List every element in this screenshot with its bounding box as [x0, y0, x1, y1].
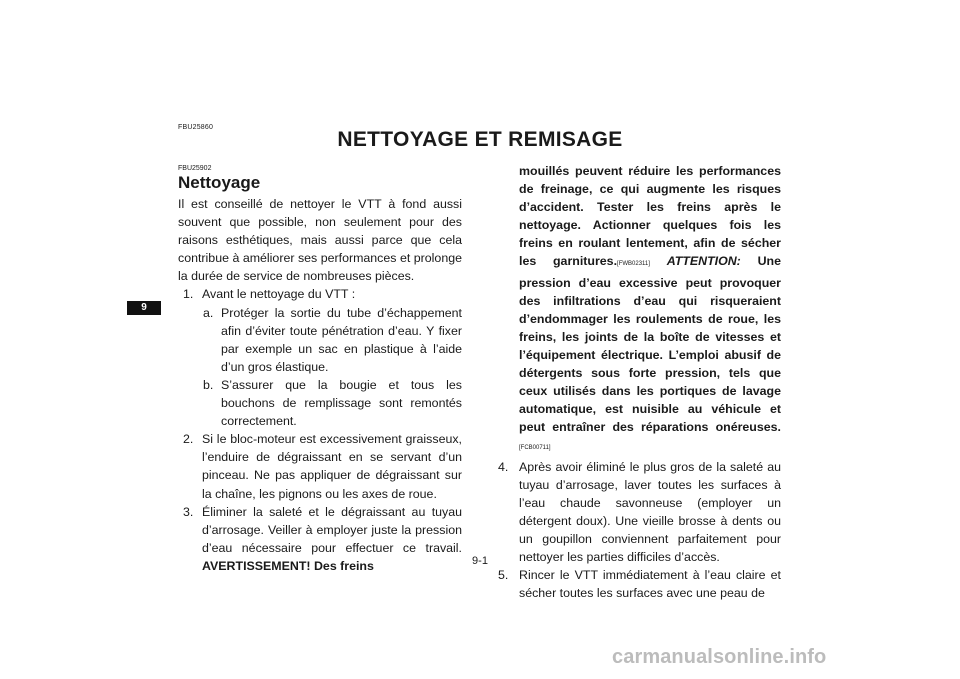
step-letter: a. — [203, 305, 214, 320]
page-title: NETTOYAGE ET REMISAGE — [337, 128, 623, 151]
chapter-tab: 9 — [127, 301, 161, 315]
subsection-code: FBU25902 — [178, 165, 212, 172]
warning-label: AVERTISSEMENT! Des freins — [202, 558, 374, 573]
warning-code: [FWB02311] — [617, 261, 650, 268]
step-text: Protéger la sortie du tube d’échappement afin d’éviter toute pénétration d’eau. Y fixer par exemple un sac en plastique à l’aide d’un gros élastique. — [221, 305, 462, 374]
step-1 — [178, 285, 462, 303]
step-3 — [178, 503, 462, 575]
step-text: Si le bloc-moteur est excessivement graisseux, l’enduire de dégraissant en se servant d’un pinceau. Ne pas appliquer de dégraissant sur la chaîne, les pignons ou les axes de roue. — [202, 432, 462, 501]
warning-block — [498, 162, 781, 458]
attention-code: [FCB00711] — [519, 445, 551, 452]
step-text: Après avoir éliminé le plus gros de la saleté au tuyau d’arrosage, laver toutes les surfaces à l’eau chaude savonneuse (employer un détergent doux). Une vieille brosse à dents ou un goupillon conviennent parfaitement pour nettoyer les parties difficiles d’accès. — [519, 459, 781, 564]
step-number: 1. — [183, 287, 194, 302]
step-number: 3. — [183, 504, 194, 519]
step-2 — [178, 430, 462, 502]
step-number: 4. — [498, 459, 509, 474]
step-text: S’assurer que la bougie et tous les bouchons de remplissage sont remontés correctement. — [221, 377, 462, 429]
section-code: FBU25860 — [178, 124, 214, 131]
step-text: Rincer le VTT immédiatement à l’eau claire et sécher toutes les surfaces avec une peau de — [519, 568, 781, 601]
attention-label: ATTENTION: — [666, 254, 741, 269]
section-heading: Nettoyage — [178, 173, 261, 192]
attention-text: Une pression d’eau excessive peut provoquer des infiltrations d’eau qui risqueraient d’endommager les roulements de roue, les freins, les joints de la boîte de vitesses et l’équipement électrique. L’emploi abusif de détergents sous forte pression, tels que ceux utilisés dans les portiques de lavage automatique, est nuisible au véhicule et peut entraîner des réparations onéreuses. — [519, 254, 781, 435]
warning-text: mouillés peuvent réduire les performances de freinage, ce qui augmente les risques d’accident. Tester les freins après le nettoyage. Actionner quelques fois les freins en roulant lentement, afin de sécher les garnitures. — [519, 164, 781, 269]
step-4 — [498, 458, 781, 567]
right-column — [498, 162, 781, 602]
step-letter: b. — [203, 377, 214, 392]
step-number: 5. — [498, 568, 509, 583]
step-text: Avant le nettoyage du VTT : — [202, 287, 356, 302]
step-1a — [178, 304, 462, 376]
step-1b — [178, 376, 462, 430]
step-5 — [498, 566, 781, 602]
step-text: Éliminer la saleté et le dégraissant au tuyau d’arrosage. Veiller à employer juste la pression d’eau nécessaire pour effectuer ce travail. — [202, 504, 462, 555]
intro-paragraph: Il est conseillé de nettoyer le VTT à fond aussi souvent que possible, non seulement pour des raisons esthétiques, mais aussi parce que cela contribue à améliorer ses performances et prolonge la durée de service de nombreuses pièces. — [178, 197, 462, 284]
page-number: 9-1 — [472, 555, 488, 567]
step-number: 2. — [183, 432, 194, 447]
watermark: carmanualsonline.info — [612, 646, 827, 668]
left-column — [178, 165, 462, 575]
